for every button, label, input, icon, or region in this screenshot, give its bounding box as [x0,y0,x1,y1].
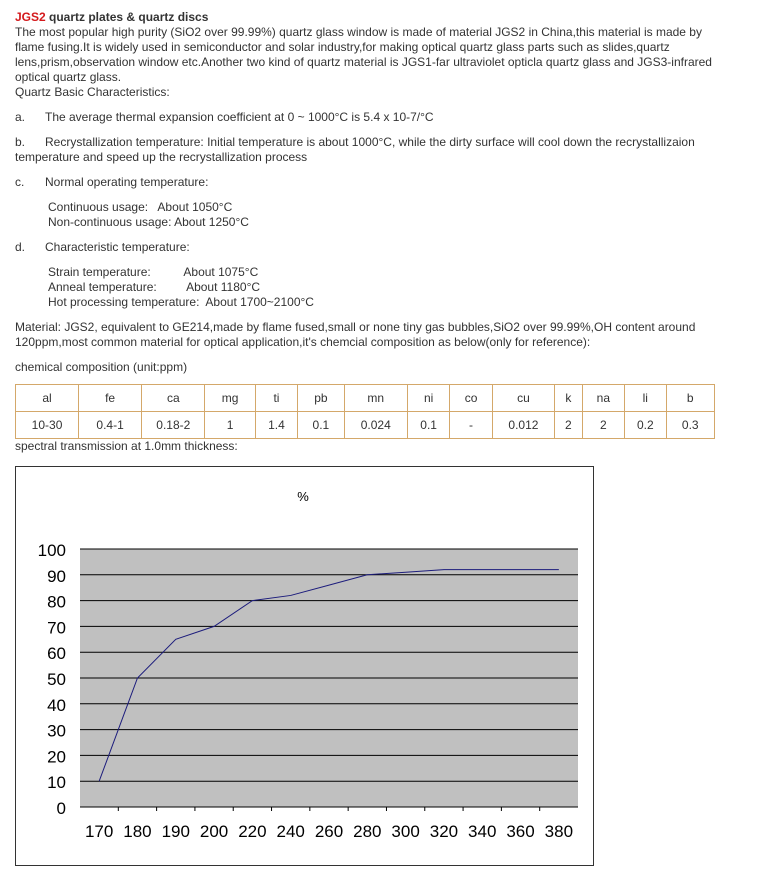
x-tick-label: 260 [314,822,344,841]
table-header-b: b [666,385,714,412]
x-tick-label: 380 [544,822,574,841]
transmission-chart [15,466,594,866]
table-header-k: k [555,385,583,412]
x-tick-label: 200 [199,822,229,841]
table-header-co: co [450,385,492,412]
char-c-text: Normal operating temperature: [45,175,209,189]
x-tick-label: 320 [429,822,459,841]
x-tick-label: 170 [84,822,114,841]
table-header-fe: fe [79,385,142,412]
char-c [15,175,750,190]
table-cell-pb: 0.1 [298,412,344,439]
table-header-li: li [625,385,666,412]
y-tick-label: 90 [47,566,66,586]
y-tick-label: 50 [47,670,66,689]
x-tick-label: 340 [468,822,497,841]
char-a [15,110,750,125]
table-header-row [16,385,715,412]
y-tick-label: 60 [47,644,66,664]
page-title [15,9,750,25]
chemical-composition-table [15,384,715,439]
table-cell-ti: 1.4 [255,412,297,439]
table-header-cu: cu [492,385,554,412]
table-header-pb: pb [298,385,344,412]
chart-svg [16,467,593,865]
y-tick-label: 10 [47,773,66,793]
table-cell-li: 0.2 [625,412,666,439]
table-row [16,412,715,439]
char-a-text: The average thermal expansion coefficient at 0 ~ 1000°C is 5.4 x 10-7/°C [45,110,434,124]
table-cell-ca: 0.18-2 [142,412,205,439]
y-tick-label: 30 [47,721,66,741]
y-tick-label: 70 [47,618,66,638]
x-tick-label: 180 [123,822,152,841]
char-a-label: a. [15,110,26,124]
chem-heading: chemical composition (unit:ppm) [15,360,188,374]
brand-name: JGS2 [15,10,46,24]
table-header-mg: mg [205,385,255,412]
table-header-na: na [582,385,624,412]
x-tick-label: 220 [238,822,267,841]
table-cell-mg: 1 [205,412,255,439]
table-cell-fe: 0.4-1 [79,412,142,439]
table-header-mn: mn [344,385,407,412]
material-paragraph: Material: JGS2, equivalent to GE214,made by flame fused,small or none tiny gas bubbles,SiO2 over 99.99%,OH content around 120ppm,most common material for optical application,it's chemcial composition as below(only for reference): [15,320,696,349]
table-cell-al: 10-30 [16,412,79,439]
intro-paragraph: The most popular high purity (SiO2 over 99.99%) quartz glass window is made of material JGS2 in China,this material is made by flame fusing.It is widely used in semiconductor and solar industry,for making optical quartz glass parts such as slides,quartz lens,prism,observation window etc.Another two kind of quartz material is JGS1-far ultraviolet opticla quartz glass and JGS3-infrared optical quartz glass. [15,25,712,84]
char-b-label: b. [15,135,26,149]
char-d-label: d. [15,240,26,254]
x-tick-label: 190 [161,822,190,841]
char-d-text: Characteristic temperature: [45,240,190,254]
article [15,9,750,454]
table-cell-mn: 0.024 [344,412,407,439]
chart-title: % [297,489,309,504]
y-tick-label: 100 [37,541,66,560]
x-tick-label: 280 [353,822,382,841]
table-header-ca: ca [142,385,205,412]
hot-processing-temperature: Hot processing temperature: About 1700~2100°C [48,295,314,309]
anneal-temperature: Anneal temperature: About 1180°C [48,280,261,294]
noncontinuous-usage: Non-continuous usage: About 1250°C [48,215,249,229]
table-cell-cu: 0.012 [492,412,554,439]
x-tick-label: 240 [276,822,305,841]
strain-temperature: Strain temperature: About 1075°C [48,265,259,279]
spectral-caption: spectral transmission at 1.0mm thickness: [15,439,238,453]
table-header-al: al [16,385,79,412]
table-cell-b: 0.3 [666,412,714,439]
char-b [15,135,750,165]
char-c-label: c. [15,175,25,189]
basic-heading: Quartz Basic Characteristics: [15,85,170,99]
y-tick-label: 0 [56,799,66,818]
char-b-text: Recrystallization temperature: Initial temperature is about 1000°C, while the dirty surface will cool down the recrystallizaion temperature and speed up the recrystallization process [15,135,695,164]
x-tick-label: 360 [506,822,535,841]
table-header-ti: ti [255,385,297,412]
title-rest: quartz plates & quartz discs [45,10,209,24]
table-cell-na: 2 [582,412,624,439]
continuous-usage: Continuous usage: About 1050°C [48,200,233,214]
table-cell-co: - [450,412,492,439]
table-header-ni: ni [407,385,449,412]
x-tick-label: 300 [391,822,420,841]
y-tick-label: 40 [47,695,66,715]
char-d [15,240,750,255]
table-cell-k: 2 [555,412,583,439]
table-cell-ni: 0.1 [407,412,449,439]
y-tick-label: 20 [47,747,66,767]
y-tick-label: 80 [47,592,66,612]
